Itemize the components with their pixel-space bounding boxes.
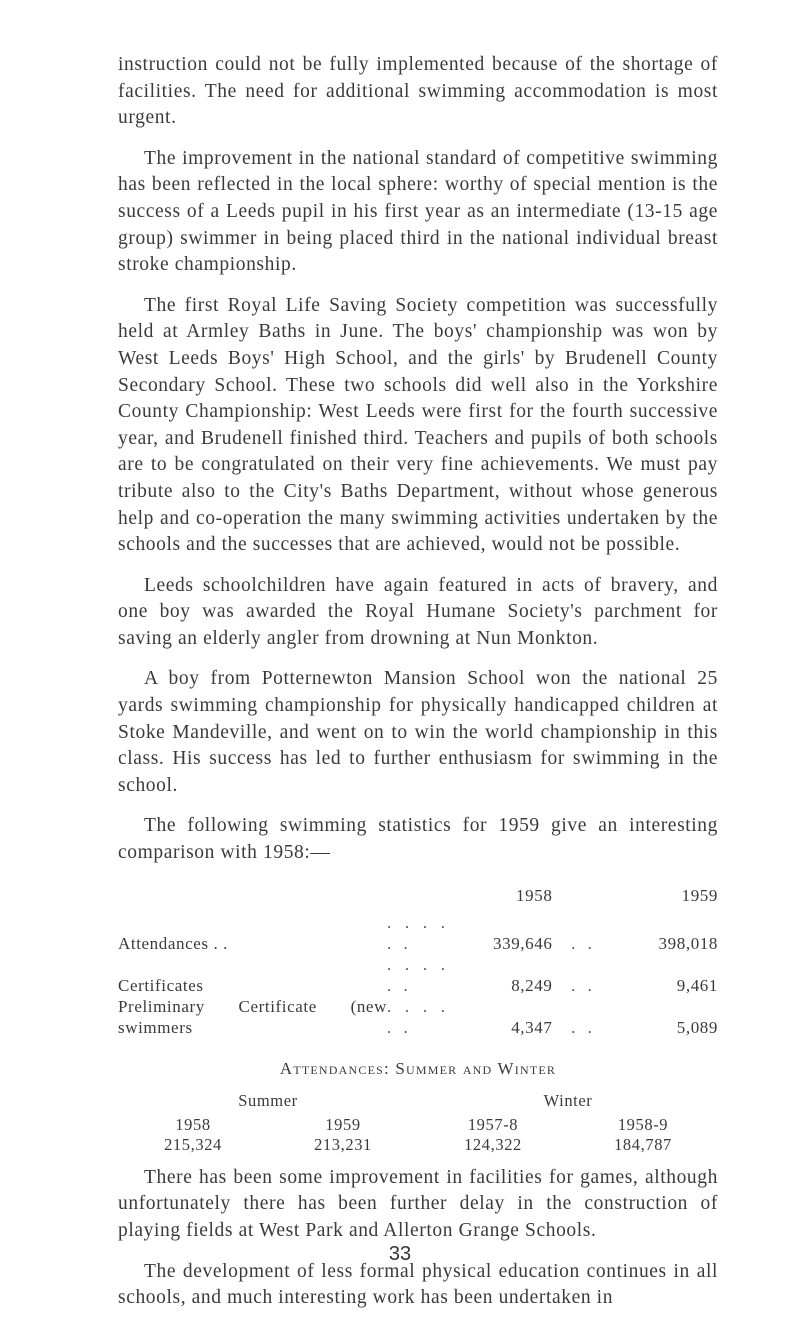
table-header-row (118, 885, 718, 912)
paragraph-statistics-intro: The following swimming statistics for 1959 give an interesting comparison with 1958:— (118, 815, 718, 864)
attendances-season-labels (118, 1088, 718, 1115)
row-value-1959: 398,018 (658, 933, 718, 953)
paragraph-physical-education: The development of less formal physical education continues in all schools, and much interesting work has been undertaken in (118, 1260, 718, 1309)
table-row: Certificates . . . . . . 8,249 . . 9,461 (118, 954, 718, 995)
paragraph-continuation: instruction could not be fully implemented because of the shortage of facilities. The need for additional swimming accommodation is most urgent. (118, 54, 718, 129)
paragraph-handicapped-championship: A boy from Potternewton Mansion School won the national 25 yards swimming championship for physically handicapped children at Stoke Mandeville, and went on to win the world championship in this class. His success has led to further enthusiasm for swimming in the school. (118, 668, 718, 796)
row-label: Preliminary Certificate (new swimmers (118, 996, 387, 1037)
row-value-1958: 8,249 (511, 975, 553, 995)
row-value-1959: 5,089 (676, 1017, 718, 1037)
attendances-years-row (118, 1115, 718, 1135)
paragraph-bravery: Leeds schoolchildren have again featured in acts of bravery, and one boy was awarded the Royal Humane Society's parchment for saving an elderly angler from drowning at Nun Monkton. (118, 574, 718, 649)
row-label: Attendances . . (118, 933, 229, 953)
paragraph-competitive-swimming: The improvement in the national standard of competitive swimming has been reflected in the local sphere: worthy of special mention is the success of a Leeds pupil in his first year as an intermediate (13-15 age group) swimmer in being placed third in the national individual breast stroke championship. (118, 147, 718, 276)
page-number: 33 (388, 1243, 412, 1265)
attendance-year: 1957-8 (467, 1114, 519, 1134)
table-row: Attendances . . . . . . . . 339,646 . . 398,018 (118, 912, 718, 953)
paragraph-royal-life-saving: The first Royal Life Saving Society competition was successfully held at Armley Baths in June. The boys' championship was won by West Leeds Boys' High School, and the girls' by Brudenell County Secondary School. These two schools did well also in the Yorkshire County Championship: West Leeds were first for the fourth successive year, and Brudenell finished third. Teachers and pupils of both schools are to be congratulated on their very fine achievements. We must pay tribute also to the City's Baths Department, without whose generous help and co-operation the many swimming activities undertaken by the schools and the successes that are achieved, would not be possible. (118, 294, 718, 556)
attendance-value: 213,231 (314, 1134, 372, 1154)
summer-label: Summer (238, 1091, 298, 1111)
attendance-value: 124,322 (464, 1134, 522, 1154)
attendance-year: 1958-9 (617, 1114, 669, 1134)
attendance-year: 1959 (325, 1114, 361, 1134)
attendance-value: 215,324 (164, 1134, 222, 1154)
table-row: Preliminary Certificate (new swimmers . . . . . . 4,347 . . 5,089 (118, 996, 718, 1037)
body-text (118, 52, 718, 1326)
row-value-1958: 339,646 (493, 933, 553, 953)
attendances-values-row (118, 1135, 718, 1155)
year-1958-header: 1958 (516, 885, 553, 905)
row-value-1959: 9,461 (676, 975, 718, 995)
year-1959-header: 1959 (681, 885, 718, 905)
attendance-value: 184,787 (614, 1134, 672, 1154)
paragraph-games-facilities: There has been some improvement in facilities for games, although unfortunately there has been further delay in the construction of playing fields at West Park and Allerton Grange Schools. (118, 1166, 718, 1241)
attendance-year: 1958 (175, 1114, 211, 1134)
row-label: Certificates (118, 975, 204, 995)
swimming-statistics-table (118, 885, 718, 1038)
row-value-1958: 4,347 (511, 1017, 553, 1037)
winter-label: Winter (543, 1091, 593, 1111)
attendances-title: Attendances: Summer and Winter (279, 1058, 557, 1078)
